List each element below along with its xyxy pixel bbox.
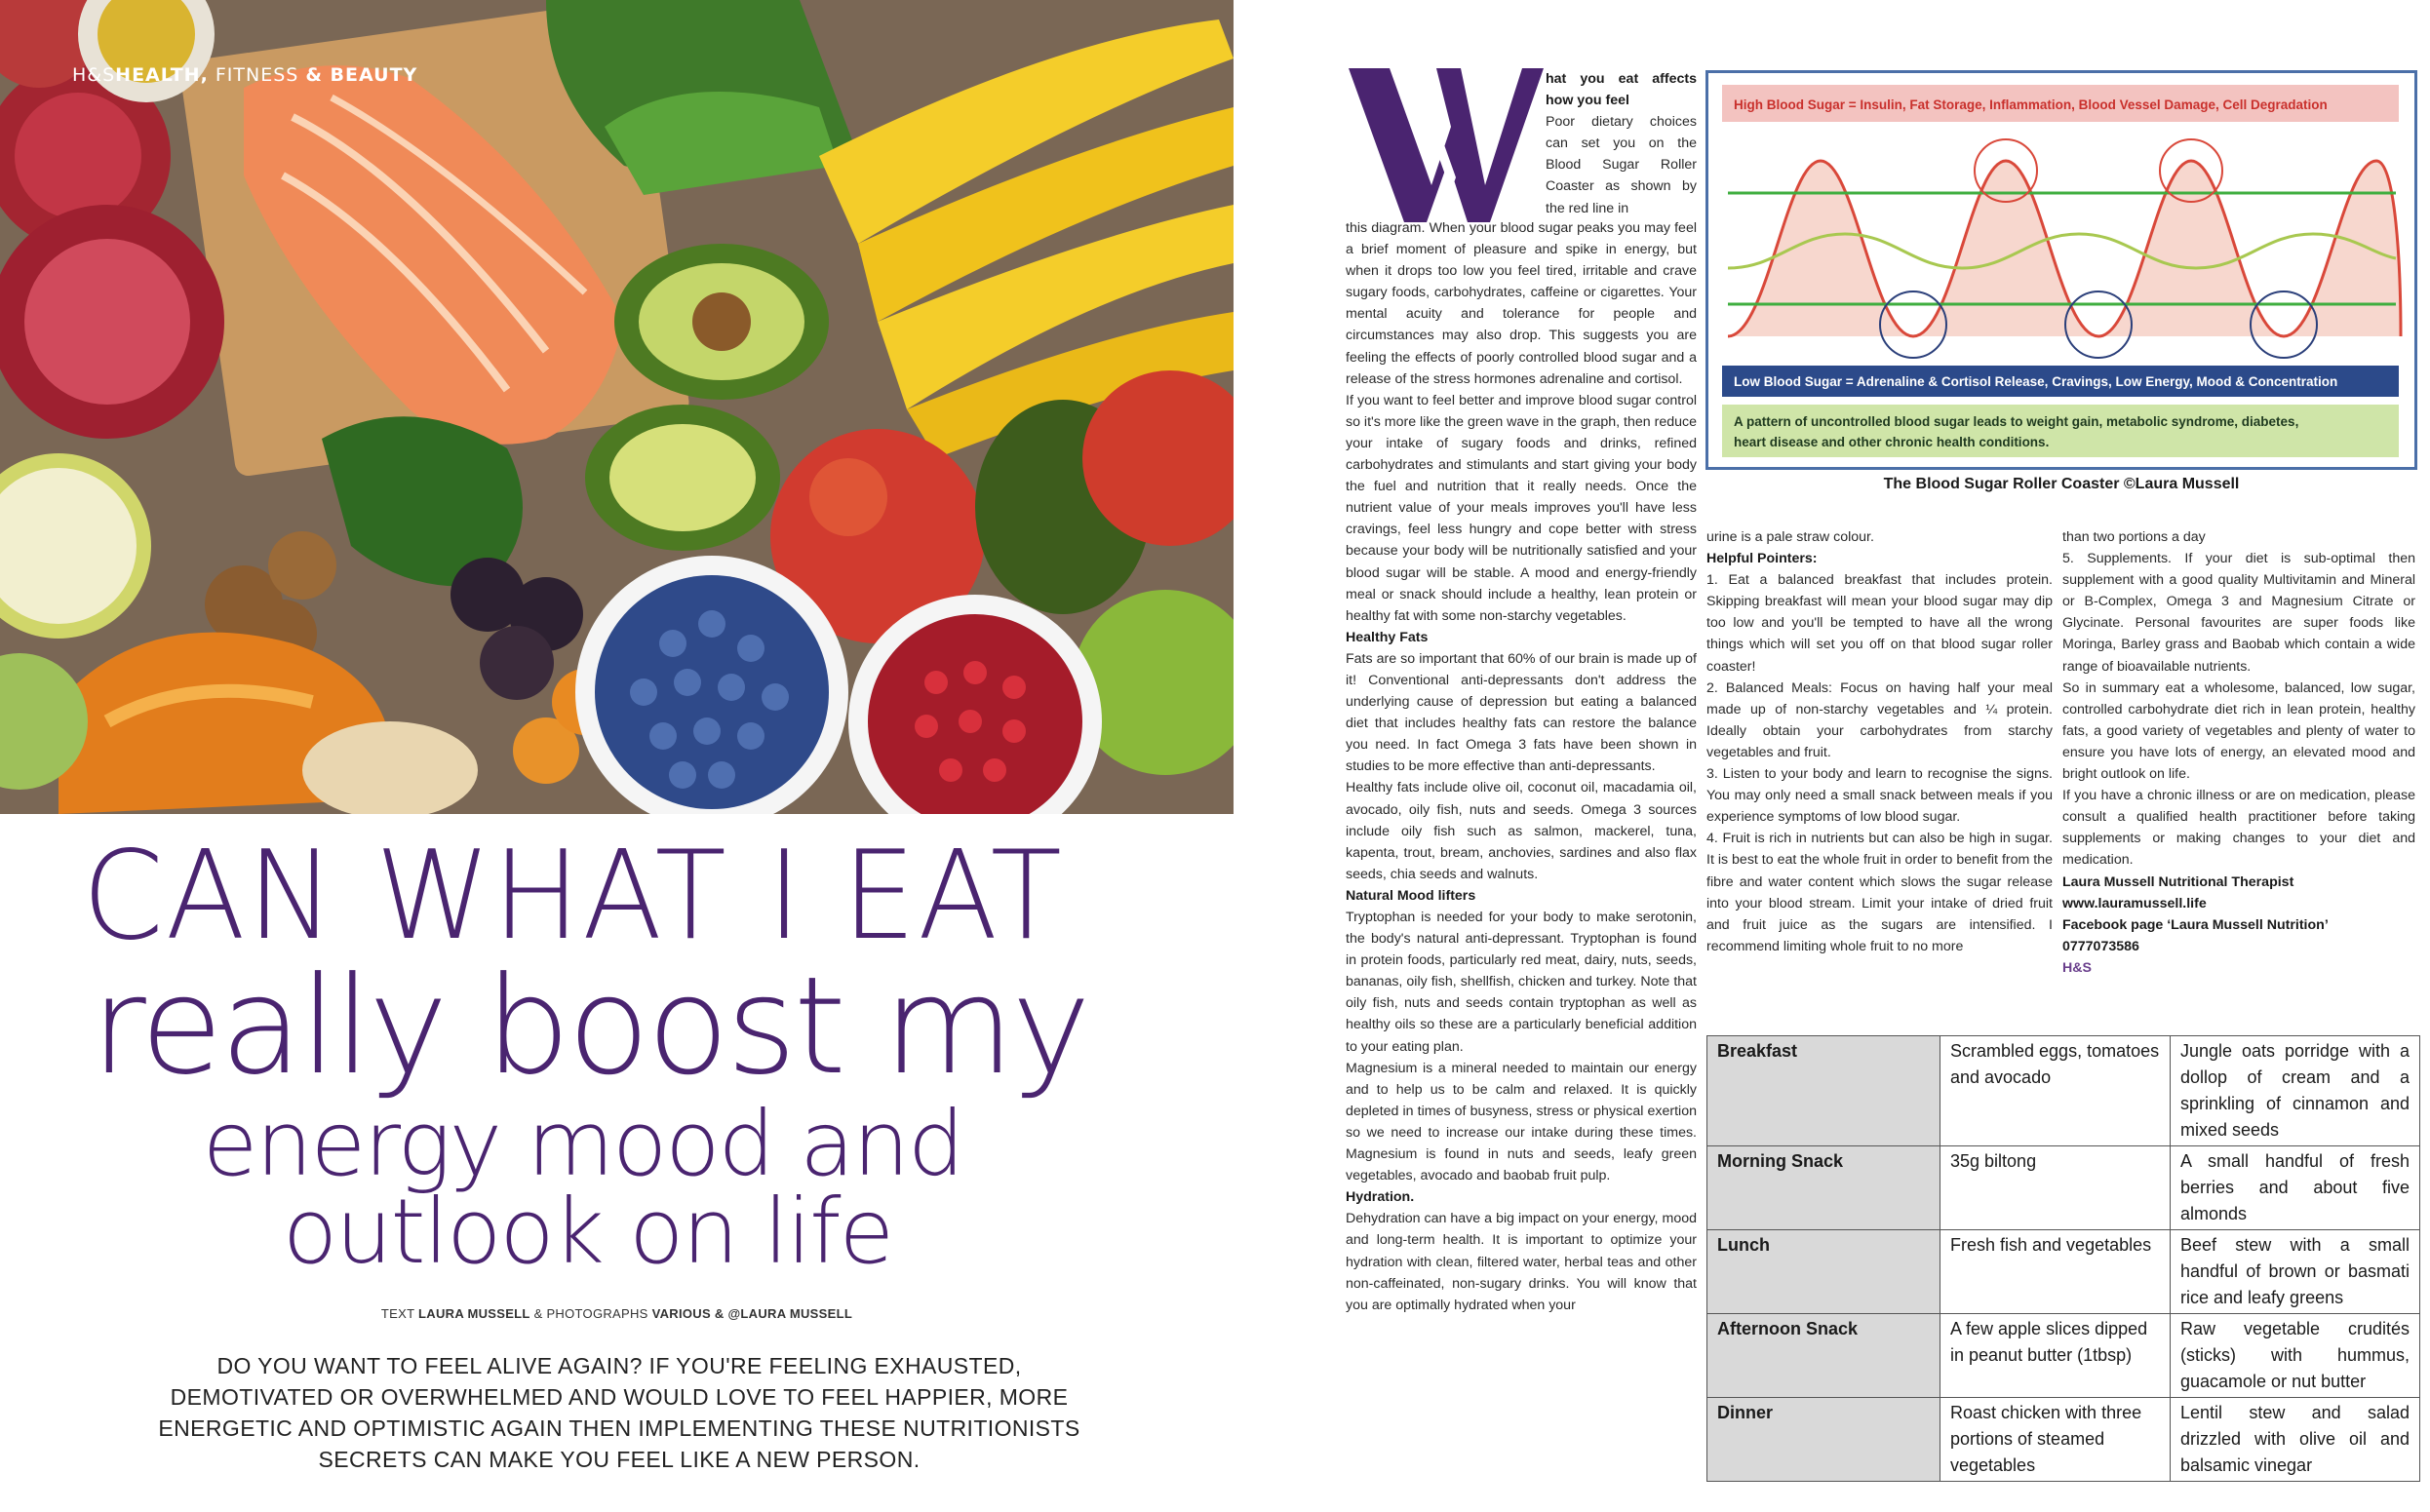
byline-photo-label: & PHOTOGRAPHS	[529, 1306, 652, 1321]
byline-text-label: TEXT	[380, 1306, 419, 1321]
col1-para-7: Dehydration can have a big impact on your energy, mood and long-term health. It is important to optimize your hydration with clean, filtered water, herbal teas and other non-caffeinated, non-sugary drinks. You will know that you are optimally hydrated when your	[1346, 1211, 1697, 1313]
pointer-4: 4. Fruit is rich in nutrients but can also be high in sugar. It is best to eat the whole fruit in order to benefit from the fibre and water content which slows the sugar release into your blood stream. Limit your intake of dried fruit and fruit juice as the sugars are intensified. I recommend limiting whole fruit to no more	[1706, 831, 2053, 954]
heading-helpful-pointers: Helpful Pointers:	[1706, 551, 1818, 567]
intro-heading: hat you eat affects how you feel	[1546, 71, 1697, 109]
food-photo	[0, 0, 1234, 814]
meal-option-1-cell: Fresh fish and vegetables	[1940, 1230, 2171, 1314]
col1-para-4: Healthy fats include olive oil, coconut oil, macadamia oil, avocado, oily fish, nuts and seeds. Omega 3 sources include oily fish such as salmon, mackerel, tuna, kapenta, trout, bream, anchovies, sardines and also flax seeds, chia seeds and walnuts.	[1346, 780, 1697, 882]
pointer-5: 5. Supplements. If your diet is sub-optimal then supplement with a good quality Multivitamin and Mineral or B-Complex, Omega 3 and Magnesium Citrate or Glycinate. Personal favourites are super foods like Moringa, Barley grass and Baobab which contain a wide range of bioavailable nutrients.	[2062, 551, 2415, 675]
meal-name-cell: Afternoon Snack	[1707, 1314, 1940, 1398]
signature-website: www.lauramussell.life	[2062, 895, 2207, 911]
column-2	[1706, 526, 2053, 957]
intro-column-top	[1546, 68, 1697, 219]
diagram-caption: The Blood Sugar Roller Coaster ©Laura Mussell	[1883, 476, 2240, 492]
col1-para-1: this diagram. When your blood sugar peaks you may feel a brief moment of pleasure and spike in energy, but when it drops too low you feel tired, irritable and crave sugary foods, carbohydrates, caffeine or cigarettes. Your mental acuity and tolerance for people and circumstances may also drop. This suggests you are feeling the effects of poorly controlled blood sugar and a release of the stress hormones adrenaline and cortisol.	[1346, 220, 1697, 387]
col2-para-0: urine is a pale straw colour.	[1706, 529, 1874, 545]
col1-para-2: If you want to feel better and improve blood sugar control so it's more like the green wave in the graph, then reduce your intake of sugary foods and drinks, refined carbohydrates and stimulants and start giving your body the fuel and nutrition that it really needs. Once the nutrient value of your meals improves you'll have less cravings, feel less hungry and cope better with stress because your body will be nutritionally satisfied and your blood sugar will be stable. A mood and energy-friendly meal or snack should include a healthy, lean protein or healthy fat with some non-starchy vegetables.	[1346, 392, 1697, 624]
pointer-2: 2. Balanced Meals: Focus on having half your meal made up of non-starchy vegetables and ¼ protein. Ideally obtain your carbohydrates from starchy vegetables and fruit.	[1706, 679, 2053, 760]
chart-note-text: A pattern of uncontrolled blood sugar leads to weight gain, metabolic syndrome, diabetes, heart disease and other chronic health conditions.	[1734, 414, 2299, 449]
meal-option-1-cell: 35g biltong	[1940, 1146, 2171, 1230]
signature-phone: 0777073586	[2062, 938, 2139, 954]
signature-name: Laura Mussell Nutritional Therapist	[2062, 873, 2294, 890]
meal-name-cell: Dinner	[1707, 1398, 1940, 1482]
meal-option-1-cell: A few apple slices dipped in peanut butter (1tbsp)	[1940, 1314, 2171, 1398]
blood-sugar-graph	[1708, 73, 2414, 467]
meal-option-2-cell: Beef stew with a small handful of brown or basmati rice and leafy greens	[2171, 1230, 2420, 1314]
col3-disclaimer: If you have a chronic illness or are on medication, please consult a qualified health practitioner before taking supplements or making changes to your diet and medication.	[2062, 788, 2415, 869]
end-mark: H&S	[2062, 959, 2092, 976]
meal-option-2-cell: Raw vegetable crudités (sticks) with hummus, guacamole or nut butter	[2171, 1314, 2420, 1398]
meal-plan-row	[1707, 1146, 2420, 1230]
heading-healthy-fats: Healthy Fats	[1346, 629, 1429, 645]
column-1	[1346, 217, 1697, 1316]
section-tag-amp: & BEAUTY	[305, 64, 418, 86]
blood-sugar-diagram	[1705, 70, 2417, 470]
byline-author: LAURA MUSSELL	[418, 1306, 530, 1321]
low-sugar-banner-text: Low Blood Sugar = Adrenaline & Cortisol Release, Cravings, Low Energy, Mood & Concentration	[1734, 374, 2338, 389]
pointer-1: 1. Eat a balanced breakfast that includes protein. Skipping breakfast will mean your blood sugar may dip too low and you'll be tempted to have all the wrong things which will set you off on that blood sugar roller coaster!	[1706, 572, 2053, 675]
column-3	[2062, 526, 2415, 979]
meal-option-2-cell: A small handful of fresh berries and about five almonds	[2171, 1146, 2420, 1230]
meal-plan-row	[1707, 1036, 2420, 1146]
signature-facebook: Facebook page ‘Laura Mussell Nutrition’	[2062, 916, 2329, 933]
col1-para-5: Tryptophan is needed for your body to make serotonin, the body's natural anti-depressant. Tryptophan is found in protein foods, particularly red meat, dairy, nuts, seeds, bananas, oily fish, shellfish, chicken and turkey. Note that oily fish, nuts and seeds contain tryptophan as well as healthy oils so these are a particularly beneficial addition to your eating plan.	[1346, 910, 1697, 1055]
meal-option-1-cell: Roast chicken with three portions of steamed vegetables	[1940, 1398, 2171, 1482]
col3-para-0: than two portions a day	[2062, 529, 2206, 545]
section-tag-mid: FITNESS	[208, 64, 306, 86]
meal-plan-row	[1707, 1314, 2420, 1398]
food-photo-illustration	[0, 0, 1234, 814]
meal-plan-row	[1707, 1230, 2420, 1314]
byline-photographer: VARIOUS & @LAURA MUSSELL	[651, 1306, 853, 1321]
meal-name-cell: Morning Snack	[1707, 1146, 1940, 1230]
intro-text: Poor dietary choices can set you on the Blood Sugar Roller Coaster as shown by the red line in	[1546, 114, 1697, 216]
headline-line-4: outlook on life	[282, 1180, 893, 1284]
headline-line-2: really boost my	[91, 948, 1088, 1105]
meal-name-cell: Breakfast	[1707, 1036, 1940, 1146]
heading-mood-lifters: Natural Mood lifters	[1346, 887, 1476, 904]
byline	[0, 1306, 1234, 1321]
meal-plan-row	[1707, 1398, 2420, 1482]
headline-line-3: energy mood and	[202, 1092, 963, 1196]
high-sugar-banner-text: High Blood Sugar = Insulin, Fat Storage, Inflammation, Blood Vessel Damage, Cell Degradation	[1734, 97, 2328, 112]
meal-plan-table	[1706, 1035, 2420, 1482]
pointer-3: 3. Listen to your body and learn to recognise the signs. You may only need a small snack between meals if you experience symptoms of low blood sugar.	[1706, 766, 2053, 826]
heading-hydration: Hydration.	[1346, 1189, 1415, 1206]
section-tag-prefix: H&S	[72, 64, 116, 86]
section-tag-bold: HEALTH,	[115, 64, 209, 86]
right-page	[1234, 0, 2430, 1512]
meal-option-1-cell: Scrambled eggs, tomatoes and avocado	[1940, 1036, 2171, 1146]
meal-option-2-cell: Jungle oats porridge with a dollop of cream and a sprinkling of cinnamon and mixed seeds	[2171, 1036, 2420, 1146]
col3-summary: So in summary eat a wholesome, balanced, low sugar, controlled carbohydrate diet rich in lean protein, healthy fats, a good variety of vegetables and plenty of water to ensure you have lots of energy, an elevated mood and bright outlook on life.	[2062, 679, 2415, 783]
standfirst: DO YOU WANT TO FEEL ALIVE AGAIN? IF YOU'RE FEELING EXHAUSTED, DEMOTIVATED OR OVERWHELMED AND WOULD LOVE TO FEEL HAPPIER, MORE ENERGETIC AND OPTIMISTIC AGAIN THEN IMPLEMENTING THESE NUTRITIONISTS SECRETS CAN MAKE YOU FEEL LIKE A NEW PERSON.	[158, 1353, 1080, 1472]
dropcap-w	[1349, 68, 1544, 224]
red-wave-fill	[1728, 161, 2401, 336]
headline-line-1: CAN WHAT I EAT	[82, 824, 1064, 967]
col1-para-6: Magnesium is a mineral needed to maintain our energy and to help us to be calm and relaxed. It is quickly depleted in times of busyness, stress or physical exertion so we need to increase our intake during these times. Magnesium is found in nuts and seeds, leafy green vegetables, avocado and baobab fruit pulp.	[1346, 1060, 1697, 1184]
meal-name-cell: Lunch	[1707, 1230, 1940, 1314]
meal-option-2-cell: Lentil stew and salad drizzled with olive oil and balsamic vinegar	[2171, 1398, 2420, 1482]
section-tag	[72, 64, 417, 86]
col1-para-3: Fats are so important that 60% of our brain is made up of it! Conventional anti-depressants don't address the underlying cause of depression but eating a balanced diet that includes healthy fats can restore the balance you need. In fact Omega 3 fats have been shown in studies to be more effective than anti-depressants.	[1346, 650, 1697, 775]
